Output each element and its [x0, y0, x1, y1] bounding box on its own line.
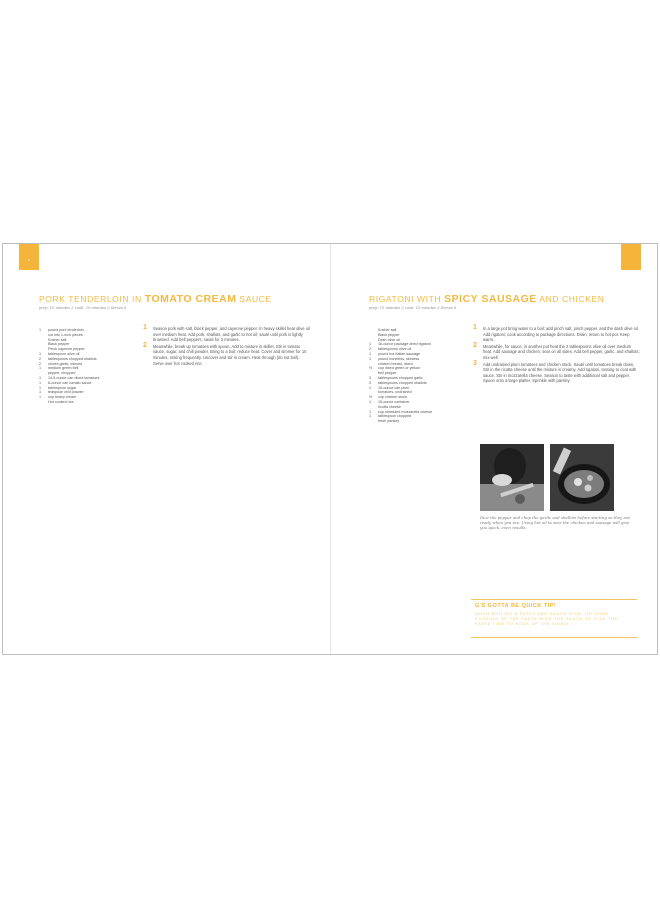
- ingredient-quantity: 1: [39, 390, 42, 395]
- ingredient-quantity: [369, 419, 378, 424]
- right-recipe-meta: prep: 15 minutes // cook: 15 minutes // Serves 6: [369, 306, 457, 310]
- ingredient-text: Hot cooked rice: [48, 399, 74, 404]
- step-text: Meanwhile, break up tomatoes with spoon. Add to mixture in skillet. Stir in tomato sauce, sugar, and chili powder. Bring to a boil; reduce heat. Cover and simmer for 10 minutes, stirring frequently. Uncover and stir in cream. Heat through (do not boil). Serve over hot cooked rice.: [153, 343, 307, 366]
- ingredient-text: Black pepper: [48, 342, 70, 347]
- ingredient-row: [39, 400, 99, 405]
- photo-chopping-pepper: [480, 444, 544, 511]
- ingredient-quantity: 1: [39, 385, 42, 390]
- ingredient-quantity: 2: [39, 361, 42, 366]
- ingredient-text: pound hot Italian sausage: [378, 351, 421, 356]
- step-text: In a large pot bring water to a boil; add pinch salt, pinch pepper, and the dash olive oil. Add rigatoni; cook according to package directions. Drain; return to hot pot. Keep warm.: [483, 326, 639, 343]
- ingredient-text: Kosher salt: [48, 337, 67, 342]
- ingredient-text: tablespoons chopped shallots: [48, 356, 97, 361]
- ingredient-text: Kosher salt: [378, 328, 397, 332]
- recipe-step: [473, 341, 641, 361]
- ingredient-text: pepper, chopped: [48, 371, 76, 376]
- tip-heading: G'S GOTTA BE QUICK TIP!: [475, 603, 557, 609]
- ingredient-text: cup diced green or yellow: [378, 366, 420, 371]
- ingredient-text: cup heavy cream: [48, 395, 77, 400]
- recipe-step: [473, 326, 641, 343]
- ingredient-text: Dash olive oil: [378, 337, 400, 342]
- left-page-tab: [19, 244, 39, 270]
- step-text: Add undrained plum tomatoes and chicken stock. Sauté until tomatoes break down. Stir in the ricotta cheese until the mixture is creamy. Add rigatoni, tossing to coat with sauce. Stir in mozzarella cheese. Season to taste with additional salt and pepper. Spoon onto a large platter. Sprinkle with parsley.: [483, 361, 637, 384]
- right-ingredient-list: [369, 328, 432, 424]
- recipe-step: [143, 326, 311, 343]
- step-number: 2: [473, 341, 477, 349]
- ingredient-text: cloves garlic, minced: [48, 361, 83, 366]
- ingredient-quantity: 1: [369, 399, 372, 404]
- ingredient-text: cut into 1-inch pieces: [48, 332, 83, 337]
- ingredient-quantity: 2: [369, 347, 372, 352]
- step-number: 1: [143, 324, 147, 331]
- ingredient-quantity: 1: [369, 356, 372, 361]
- ingredient-quantity: 1: [369, 351, 372, 356]
- page-fold: [330, 244, 331, 654]
- ingredient-quantity: 1: [39, 351, 42, 356]
- step-text: Season pork with salt, black pepper, and cayenne pepper. In heavy skillet heat olive oil over medium heat. Add pork, shallots, and garlic to hot oil; sauté until pork is lightly browned. Add bell peppers; sauté for 3 minutes.: [153, 326, 310, 343]
- ingredient-text: cup shredded mozzarella cheese: [378, 409, 433, 414]
- ingredient-quantity: 1: [369, 409, 372, 414]
- step-text: Meanwhile, for sauce, in another pot heat the 2 tablespoons olive oil over medium heat. Add sausage and chicken; sear on all sides. Add bell pepper, garlic, and shallots; mix well.: [483, 343, 640, 360]
- page-number: 6: [28, 258, 30, 262]
- right-recipe-title: [369, 293, 604, 305]
- ingredient-quantity: 3: [369, 380, 372, 385]
- ingredient-text: pound boneless, skinless: [378, 356, 420, 361]
- ingredient-text: tablespoons chopped garlic: [378, 375, 423, 380]
- ingredient-quantity: 1: [39, 375, 42, 380]
- ingredient-quantity: 1: [369, 414, 372, 419]
- ingredient-quantity: 2: [39, 356, 42, 361]
- ingredient-quantity: 1: [39, 328, 42, 332]
- ingredient-text: 8-ounce can tomato sauce: [48, 380, 92, 385]
- ingredient-text: 14.5-ounce can diced tomatoes: [48, 375, 100, 380]
- ingredient-text: tablespoons olive oil: [378, 347, 412, 352]
- title-highlight: TOMATO CREAM: [144, 293, 237, 305]
- right-step-list: [473, 326, 641, 385]
- title-prefix: RIGATONI WITH: [369, 294, 445, 304]
- left-ingredient-list: [39, 328, 99, 405]
- ingredient-text: bell pepper: [378, 371, 397, 376]
- photo-searing-chicken: [550, 444, 614, 511]
- ingredient-text: medium green bell: [48, 366, 79, 371]
- ingredient-text: 16-ounce package dried rigatoni: [378, 342, 431, 347]
- ingredient-text: tablespoons chopped shallots: [378, 380, 427, 385]
- ingredient-text: chicken breast, diced: [378, 361, 413, 366]
- ingredient-quantity: 1: [39, 380, 42, 385]
- right-page-tab: [621, 244, 641, 270]
- ingredient-quantity: ½: [369, 395, 373, 400]
- ingredient-text: Black pepper: [378, 332, 400, 337]
- ingredient-quantity: 1: [369, 342, 372, 347]
- ingredient-text: tomatoes, undrained: [378, 390, 412, 395]
- title-highlight: SPICY SAUSAGE: [444, 293, 537, 305]
- ingredient-quantity: 1: [39, 366, 42, 371]
- quick-tip-box: [471, 599, 637, 638]
- ingredient-quantity: [39, 400, 48, 405]
- ingredient-text: fresh parsley: [378, 419, 400, 424]
- ingredient-text: ricotta cheese: [378, 404, 401, 409]
- photo-caption: Dice the pepper and chop the garlic and shallots before starting so they are ready when you are. Using hot oil to sear the chicken and sausage will give you quick, even results.: [480, 515, 630, 530]
- step-number: 2: [143, 341, 147, 349]
- left-recipe-meta: prep: 10 minutes // cook: 20 minutes // Serves 6: [39, 306, 127, 310]
- ingredient-text: 15-ounce can plum: [378, 385, 410, 390]
- ingredient-text: tablespoon olive oil: [48, 351, 80, 356]
- ingredient-text: Pinch cayenne pepper: [48, 347, 85, 352]
- ingredient-text: cup chicken stock: [378, 395, 408, 400]
- ingredient-text: 15-ounce container: [378, 399, 410, 404]
- step-number: 1: [473, 324, 477, 331]
- recipe-step: [143, 341, 311, 366]
- title-suffix: AND CHICKEN: [536, 294, 605, 304]
- title-suffix: SAUCE: [236, 294, 272, 304]
- title-prefix: PORK TENDERLOIN IN: [39, 294, 145, 304]
- ingredient-text: tablespoon chopped: [378, 414, 412, 419]
- ingredient-row: [369, 419, 432, 424]
- ingredient-quantity: 3: [369, 375, 372, 380]
- ingredient-quantity: ½: [369, 366, 373, 371]
- left-recipe-title: [39, 293, 272, 305]
- tip-text: WHEN BOILING A PASTA AND SAUCE DISH, DO SOME COOKING OF THE PASTA WITH THE SAUCE TO GIVE THE PASTA TIME TO SOAK UP THE SAUCE.: [475, 612, 619, 627]
- ingredient-text: pound pork tenderloin,: [48, 328, 85, 332]
- cookbook-spread: [2, 243, 658, 655]
- ingredient-text: teaspoon chili powder: [48, 390, 84, 395]
- ingredient-quantity: 1: [369, 385, 372, 390]
- recipe-step: [473, 359, 641, 384]
- left-step-list: [143, 326, 311, 367]
- ingredient-text: tablespoon sugar: [48, 385, 77, 390]
- step-number: 3: [473, 359, 477, 367]
- ingredient-quantity: 1: [39, 395, 42, 400]
